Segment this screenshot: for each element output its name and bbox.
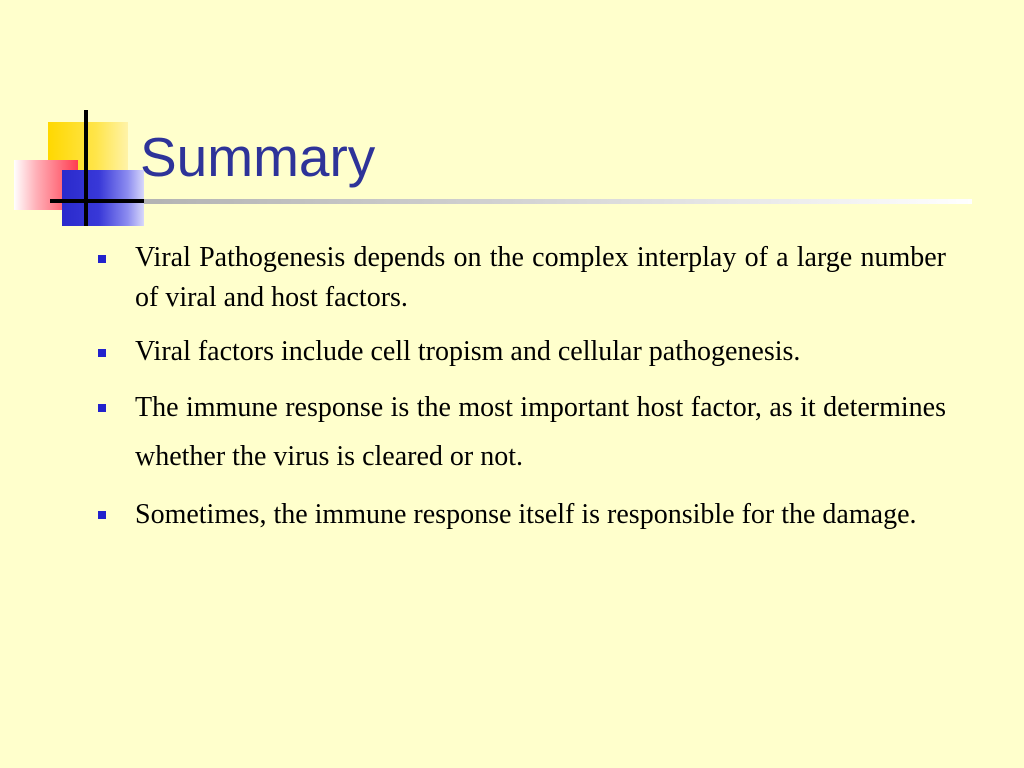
- horizontal-line-decoration: [50, 199, 144, 203]
- title-underline: [144, 199, 972, 204]
- bullet-list: [96, 238, 946, 539]
- bullet-text: Viral Pathogenesis depends on the complex interplay of a large number of viral and host factors.: [135, 242, 946, 313]
- corner-decoration: [0, 0, 160, 240]
- bullet-item: [96, 332, 946, 372]
- square-bullet-icon: [98, 349, 106, 357]
- square-bullet-icon: [98, 404, 106, 412]
- bullet-item: [96, 490, 946, 539]
- slide-title: Summary: [140, 126, 376, 188]
- vertical-line-decoration: [84, 110, 88, 226]
- blue-square-decoration: [62, 170, 144, 226]
- bullet-text: The immune response is the most important host factor, as it determines whether the virus is cleared or not.: [135, 392, 946, 472]
- bullet-text: Sometimes, the immune response itself is responsible for the damage.: [135, 499, 917, 530]
- bullet-item: [96, 238, 946, 318]
- bullet-item: [96, 383, 946, 481]
- square-bullet-icon: [98, 255, 106, 263]
- square-bullet-icon: [98, 511, 106, 519]
- bullet-text: Viral factors include cell tropism and cellular pathogenesis.: [135, 336, 801, 367]
